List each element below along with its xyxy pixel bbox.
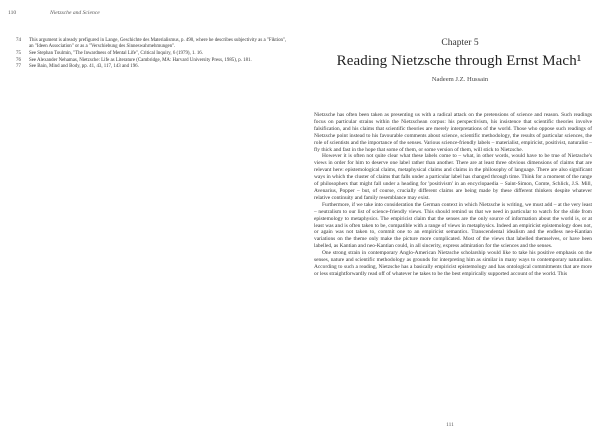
endnote-number: 74	[16, 38, 21, 43]
running-header-title: Nietzsche and Science	[50, 10, 100, 16]
right-page-number: 111	[446, 422, 454, 428]
body-paragraph: Nietzsche has often been taken as presenting us with a radical attack on the pretensions of science and reason. Such readings focus on particular strains within the Nietzschean corpus: his perspectivism, his insistence that scientific theories involve falsification, and his claims that scientific theories are merely interpretations of the world. Those who oppose such readings of Nietzsche point instead to his favourable comments about science, scientific methodology, the results of particular sciences, the role of scientists and the importance of the senses. Various science-friendly labels – materialist, empiricist, positivist, naturalist – fly thick and fast in the hope that some of them, or some version of them, will stick to Nietzsche.	[314, 112, 592, 153]
chapter-label: Chapter 5	[441, 38, 479, 48]
endnotes-list	[16, 38, 292, 71]
endnote-number: 76	[16, 57, 21, 63]
body-paragraph: However it is often not quite clear what these labels come to – what, in other words, would have to be true of Nietzsche's views in order for him to deserve one label rather than another. There are at least three obvious dimensions of claims that are relevant here: epistemological claims, metaphysical claims and claims in the philosophy of language. There are also significant ways in which the cluster of claims that falls under a particular label has changed through time. Think for a moment of the range of philosophers that might fall under a heading for 'positivism' in an encyclopaedia – Saint-Simon, Comte, Schlick, J.S. Mill, Avenarius, Popper – but, of course, crucially different claims are being made by these different thinkers despite whatever relative continuity and family resemblance may exist.	[314, 153, 592, 201]
endnote-number: 75	[16, 50, 21, 56]
endnote-text: This argument is already prefigured in Lange, Geschichte des Materialismus, p. 490, where he describes subjectivity as a "Fiktion", an "Ideen Association" or as a "Verschiebung des Sinneswahrnehmungen".	[29, 38, 287, 50]
right-page	[300, 0, 600, 436]
endnote	[16, 64, 292, 70]
chapter-body	[314, 112, 592, 278]
body-paragraph: Furthermore, if we take into consideration the German context in which Nietzsche is writing, we must add – at the very least – neutralism to our list of science-friendly views. This should remind us that we need in particular to watch for the slide from epistemology to metaphysics. The empiricist claim that the senses are the only source of information about the world is, or at least was and is often taken to be, compatible with a range of views in metaphysics. Indeed an empiricist epistemology does not, or again was not taken to, commit one to an empiricist semantics. Transcendental idealism and the endless neo-Kantian variations on the theme only make the picture more complicated. Most of the views that labelled themselves, or have been labelled, as Kantian and neo-Kantian could, in all sincerity, express admiration for the sciences and the senses.	[314, 201, 592, 250]
endnote	[16, 58, 292, 64]
endnote	[16, 38, 292, 50]
chapter-title: Reading Nietzsche through Ernst Mach¹	[336, 53, 582, 69]
left-running-header	[8, 10, 292, 16]
chapter-author: Nadeem J.Z. Hussain	[431, 76, 489, 83]
endnote-text: See Stephan Toulmin, "The Inwardness of Mental Life", Critical Inquiry, 6 (1979), 1. 16.	[29, 50, 203, 56]
endnote-number: 77	[16, 64, 21, 70]
left-page-number: 110	[8, 10, 17, 16]
body-paragraph: One strong strain in contemporary Anglo-American Nietzsche scholarship would like to take his positive emphasis on the senses, nature and scientific methodology as grounds for interpreting him as similar in many ways to contemporary naturalists. According to such a reading, Nietzsche has a basically empiricist epistemology and has ontological commitments that are more or less straightforwardly read off of whatever he takes to be the best empirically supported account of the world. This	[314, 250, 592, 277]
endnote-text: See Bain, Mind and Body, pp. 41, 43, 117, 143 and 196.	[29, 64, 139, 70]
endnote-text: See Alexander Nehamas, Nietzsche: Life as Literature (Cambridge, MA: Harvard University Press, 1985), p. 181.	[29, 57, 252, 63]
endnote	[16, 51, 292, 57]
